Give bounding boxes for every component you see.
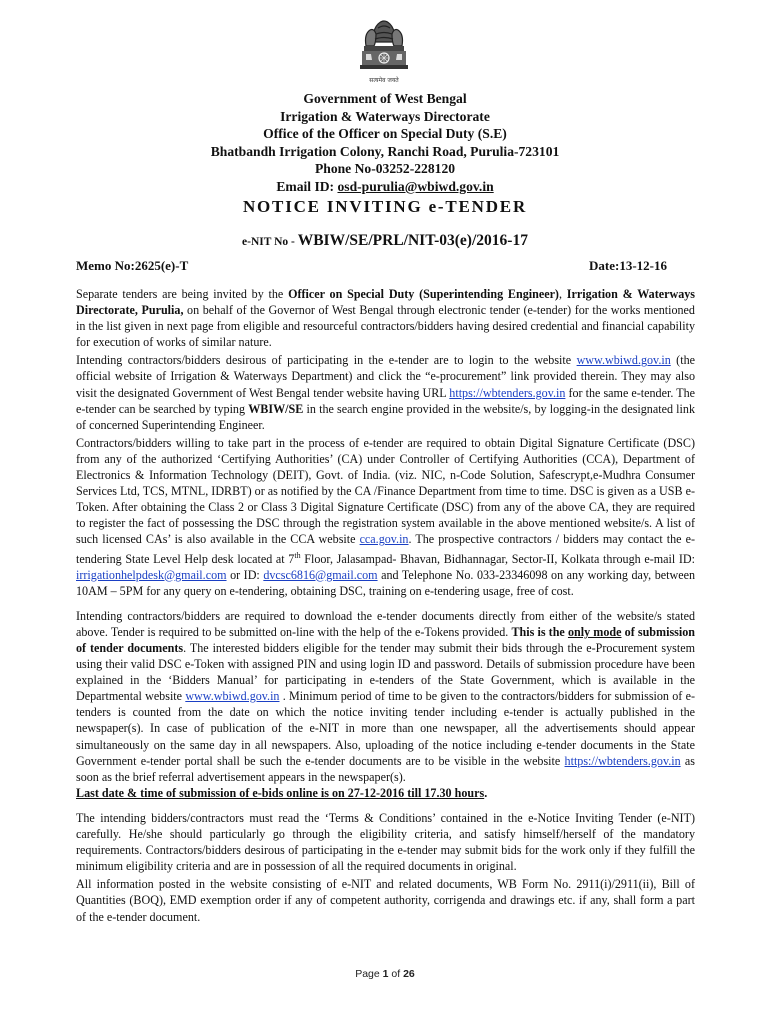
paragraph-dsc xyxy=(76,435,695,599)
text: Intending contractors/bidders desirous of participating in the e-tender are to login to the website xyxy=(76,353,577,368)
text: and Telephone No. 033-23346098 on any working day, between 10AM – 5PM for any query on e-tendering, obtaining DSC, training on e-tendering usage, free of cost. xyxy=(76,567,695,598)
text: . xyxy=(484,785,488,800)
text: (the official website of Irrigation & Waterways Department) and click the “e-procurement” link provided therein. They may also visit the designated Government of West Bengal tender website having URL xyxy=(76,353,695,400)
notice-date: Date:13-12-16 xyxy=(589,258,667,273)
enit-number xyxy=(0,232,770,250)
wbiwd-link[interactable]: www.wbiwd.gov.in xyxy=(576,353,671,368)
last-date-text: Last date & time of submission of e-bids online is on 27-12-2016 till 17.30 hours xyxy=(76,785,485,800)
emblem-motto: सत्यमेव जयते xyxy=(369,77,399,84)
office-header xyxy=(0,90,770,196)
paragraph-website xyxy=(76,352,695,432)
helpdesk-email-link[interactable]: irrigationhelpdesk@gmail.com xyxy=(76,567,227,582)
enit-value: WBIW/SE/PRL/NIT-03(e)/2016-17 xyxy=(297,232,528,249)
text: Floor, Jalasampad- Bhavan, Bidhannagar, Sector-II, Kolkata through e-mail ID: xyxy=(300,551,695,566)
bold-text: WBIW/SE xyxy=(248,401,304,416)
superscript: th xyxy=(294,550,301,560)
header-phone: Phone No-03252-228120 xyxy=(314,161,456,177)
paragraph-intro xyxy=(76,286,695,350)
memo-number: Memo No:2625(e)-T xyxy=(76,258,189,273)
page-total: 26 xyxy=(403,968,415,980)
header-email-line xyxy=(0,178,770,196)
text: Separate tenders are being invited by the xyxy=(76,287,289,301)
text: . The interested bidders eligible for the tender may submit their bids through the e-Procurement system using their valid DSC e-Token with assigned PIN and using login ID and password. Details of submission procedure have been explained in the ‘Bidders Manual’ for participating in e-tenders of the State Government, which is available in the Departmental website xyxy=(76,641,695,704)
last-date-line xyxy=(76,785,695,801)
header-office: Office of the Officer on Special Duty (S.E) xyxy=(263,126,507,142)
text: as soon as the brief referral advertisement appears in the newspaper(s). xyxy=(76,753,695,784)
header-directorate: Irrigation & Waterways Directorate xyxy=(280,108,490,124)
text: in the search engine provided in the website/s, by logging-in the designated link of concerned Superintending Engineer. xyxy=(76,401,695,432)
wbiwd-link-2[interactable]: www.wbiwd.gov.in xyxy=(185,689,280,704)
header-government: Government of West Bengal xyxy=(303,91,467,106)
text: , xyxy=(558,287,567,301)
page-label: Page xyxy=(355,968,383,980)
text: or ID: xyxy=(226,567,264,582)
paragraph-submission xyxy=(76,608,695,785)
bold-text: Officer on Special Duty (Superintending Engineer) xyxy=(288,287,559,301)
page-footer xyxy=(0,968,770,980)
email-label: Email ID: xyxy=(276,178,338,194)
dvcsc-email-link[interactable]: dvcsc6816@gmail.com xyxy=(263,567,378,582)
page-number: 1 xyxy=(382,968,389,980)
cca-link[interactable]: cca.gov.in xyxy=(359,532,409,547)
of-label: of xyxy=(388,968,404,980)
bold-text: of submission of tender documents xyxy=(76,624,695,655)
text: Intending contractors/bidders are required to download the e-tender documents directly from either of the website/s stated above. Tender is required to be submitted on-line with the help of the e-Tokens provided. xyxy=(76,608,695,639)
notice-body xyxy=(76,286,695,925)
bold-text: Irrigation & Waterways Directorate, Purulia, xyxy=(76,287,695,318)
wbtenders-link-2[interactable]: https://wbtenders.gov.in xyxy=(564,753,681,768)
bold-underlined-text: only mode xyxy=(567,624,622,639)
text: for the same e-tender. The e-tender can be searched by typing xyxy=(76,385,695,416)
enit-prefix: e-NIT No - xyxy=(242,236,298,248)
text: . Minimum period of time to be given to the contractors/bidders for submission of e-tenders is counted from the date on which the notice inviting tender including e-tender is actually published in the newspaper(s). In case of publication of the e-NIT in more than one newspaper, all the advertisements should appear simultaneously on the same day in all newspapers. Also, uploading of the notice including e-tender documents in the State Government e-tender portal shall be such the e-tender documents are to be visible in the website xyxy=(76,689,695,768)
paragraph-documents: All information posted in the website consisting of e-NIT and related documents, WB Form No. 2911(i)/2911(ii), Bill of Quantities (BOQ), EMD exemption order if any of competent authority, corrigenda and drawings etc. if any, shall form a part of the e-tender document. xyxy=(76,877,695,924)
text: Contractors/bidders willing to take part in the process of e-tender are required to obtain Digital Signature Certificate (DSC) from any of the authorized ‘Certifying Authorities’ (CA) under Controller of Certifying Authorities (CCA), Department of Electronics & Information Technology (DEIT), Govt. of India. (viz. NIC, n-Code Solution, Safescrypt,e-Mudhra Consumer Services Ltd, TCS, MTNL, IDRBT) or as notified by the CA /Finance Department from time to time. DSC is given as a USB e-Token. After obtaining the Class 2 or Class 3 Digital Signature Certificate (DSC) from any of the above CA, they are required to register the fact of possessing the DSC through the registration system available in the above mentioned website/s. A list of such licensed CAs’ is also available in the CCA website xyxy=(76,435,695,547)
bold-text: This is the xyxy=(511,624,568,639)
text: on behalf of the Governor of West Bengal through electronic tender (e-tender) for the works mentioned in the list given in next page from eligible and resourceful contractors/bidders having desired credential and financial capability for execution of works of similar nature. xyxy=(76,303,695,350)
text: . The prospective contractors / bidders may contact the e-tendering State Level Help desk located at 7 xyxy=(76,532,695,566)
notice-title: NOTICE INVITING e-TENDER xyxy=(242,197,528,216)
wbtenders-link[interactable]: https://wbtenders.gov.in xyxy=(449,385,566,400)
email-link[interactable]: osd-purulia@wbiwd.gov.in xyxy=(337,178,494,194)
header-address: Bhatbandh Irrigation Colony, Ranchi Road, Purulia-723101 xyxy=(210,143,560,159)
paragraph-terms: The intending bidders/contractors must read the ‘Terms & Conditions’ contained in the e-Notice Inviting Tender (e-NIT) carefully. He/she should particularly go through the eligibility criteria, and satisfy himself/herself of the mandatory requirements. Contractors/bidders desirous of participating in the e-tender may submit bids for the work only if they fulfill the minimum eligibility criteria and are in possession of all the required documents in original. xyxy=(76,810,695,874)
